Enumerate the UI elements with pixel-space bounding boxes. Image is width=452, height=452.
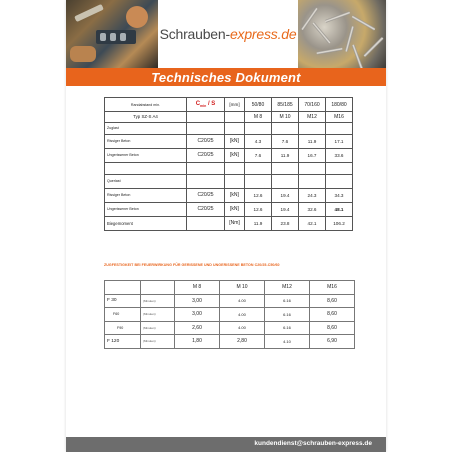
table-cell: 4.10 <box>265 335 310 349</box>
column-header: M 10 <box>220 281 265 295</box>
row-label: Rissiger Beton <box>105 134 187 148</box>
table-cell: [kN] <box>225 202 245 216</box>
table-cell: C20/25 <box>187 148 225 162</box>
row-label: F90 <box>105 321 141 335</box>
table-cell: 19.4 <box>272 188 299 202</box>
table-cell: 3,00 <box>175 308 220 322</box>
table-row <box>105 335 355 349</box>
table-cell: 4.00 <box>220 308 265 322</box>
screws-photo <box>298 0 386 68</box>
fire-table <box>104 280 355 349</box>
table-row <box>105 148 353 162</box>
table-cell: 6,90 <box>310 335 355 349</box>
row-label: Ungerissener Beton <box>105 202 187 216</box>
table-cell: 17.1 <box>326 134 353 148</box>
table-row <box>105 294 355 308</box>
table-row <box>105 112 353 123</box>
page-title: Technisches Dokument <box>151 69 301 85</box>
table-cell: 11.9 <box>245 216 272 230</box>
table-cell: 1,80 <box>175 335 220 349</box>
table-row <box>105 98 353 112</box>
unit-cell: (Minuten) <box>141 294 175 308</box>
table-cell: 23.8 <box>272 216 299 230</box>
load-table <box>104 97 353 231</box>
table-cell: 2,80 <box>220 335 265 349</box>
table-cell: 32.6 <box>299 202 326 216</box>
table-cell: C20/25 <box>187 202 225 216</box>
table-cell: 4.00 <box>220 321 265 335</box>
table-cell: [kN] <box>225 148 245 162</box>
table-cell: 4.3 <box>245 134 272 148</box>
unit-cell: (Minuten) <box>141 308 175 322</box>
unit-cell: (Minuten) <box>141 335 175 349</box>
workshop-photo <box>66 0 158 68</box>
cmin-symbol: $C_{min}$ / S <box>187 98 225 112</box>
table-cell: 42.1 <box>299 216 326 230</box>
footer-bar <box>66 437 386 452</box>
brand-logo[interactable] <box>158 0 298 68</box>
table-cell: C20/25 <box>187 134 225 148</box>
table-cell: 6.16 <box>265 308 310 322</box>
table-cell: 12.6 <box>245 188 272 202</box>
table-cell: [kN] <box>225 134 245 148</box>
header-banner <box>66 0 386 68</box>
table-cell: 180/80 <box>326 98 353 112</box>
section-label-shear: Querlast <box>105 174 187 188</box>
table-cell: 2,60 <box>175 321 220 335</box>
table-cell: M12 <box>299 112 326 123</box>
fire-resistance-note: ZUGFESTIGKEIT BEI FEUERWIRKUNG FÜR GERISSENE UND UNGERISSENE BETON C20/25-C50/60 <box>104 263 280 267</box>
table-cell: M 8 <box>245 112 272 123</box>
table-cell: [kN] <box>225 188 245 202</box>
column-header: M 8 <box>175 281 220 295</box>
table-cell: 11.9 <box>299 134 326 148</box>
edge-distance-label: Randabstand min. <box>105 98 187 112</box>
table-cell: M16 <box>326 112 353 123</box>
table-cell: 48.1 <box>326 202 353 216</box>
row-label: F 120 <box>105 335 141 349</box>
table-cell: 4.00 <box>220 294 265 308</box>
row-label: Rissiger Beton <box>105 188 187 202</box>
table-cell: 6.16 <box>265 294 310 308</box>
table-row <box>105 281 355 295</box>
brand-name-accent: express.de <box>229 26 297 42</box>
table-cell: 8,60 <box>310 294 355 308</box>
table-cell: 3,00 <box>175 294 220 308</box>
table-cell: 11.9 <box>272 148 299 162</box>
table-row <box>105 321 355 335</box>
table-cell: 24.3 <box>299 188 326 202</box>
table-row <box>105 134 353 148</box>
table-cell: 16.7 <box>299 148 326 162</box>
table-cell: M 10 <box>272 112 299 123</box>
row-label: F 30 <box>105 294 141 308</box>
table-cell: 106.2 <box>326 216 353 230</box>
contact-email-link[interactable]: kundendienst@schrauben-express.de <box>254 440 372 447</box>
table-cell: 8,60 <box>310 321 355 335</box>
table-cell: 34.3 <box>326 188 353 202</box>
brand-name-main: Schrauben- <box>159 26 230 42</box>
table-row <box>105 202 353 216</box>
section-label-tension: Zuglast <box>105 122 187 134</box>
table-cell: C20/25 <box>187 188 225 202</box>
table-cell: 85/185 <box>272 98 299 112</box>
row-label: Ungerissener Beton <box>105 148 187 162</box>
table-cell: 19.4 <box>272 202 299 216</box>
unit-cell: [mm] <box>225 98 245 112</box>
title-bar <box>66 68 386 86</box>
column-header: M16 <box>310 281 355 295</box>
table-cell: 6.16 <box>265 321 310 335</box>
table-row <box>105 122 353 134</box>
table-cell: 7.6 <box>272 134 299 148</box>
column-header: M12 <box>265 281 310 295</box>
table-cell: [Nm] <box>225 216 245 230</box>
table-cell: 12.6 <box>245 202 272 216</box>
table-row <box>105 162 353 174</box>
row-label: F60 <box>105 308 141 322</box>
table-cell: 50/80 <box>245 98 272 112</box>
unit-cell: (Minuten) <box>141 321 175 335</box>
table-cell: 70/160 <box>299 98 326 112</box>
type-label: Typ SZ-S A4 <box>105 112 187 123</box>
document-page <box>66 0 386 452</box>
table-row <box>105 308 355 322</box>
table-row <box>105 188 353 202</box>
row-label: Biegemoment <box>105 216 187 230</box>
table-cell: 33.6 <box>326 148 353 162</box>
table-row <box>105 216 353 230</box>
table-cell: 7.6 <box>245 148 272 162</box>
table-row <box>105 174 353 188</box>
table-cell: 8,60 <box>310 308 355 322</box>
